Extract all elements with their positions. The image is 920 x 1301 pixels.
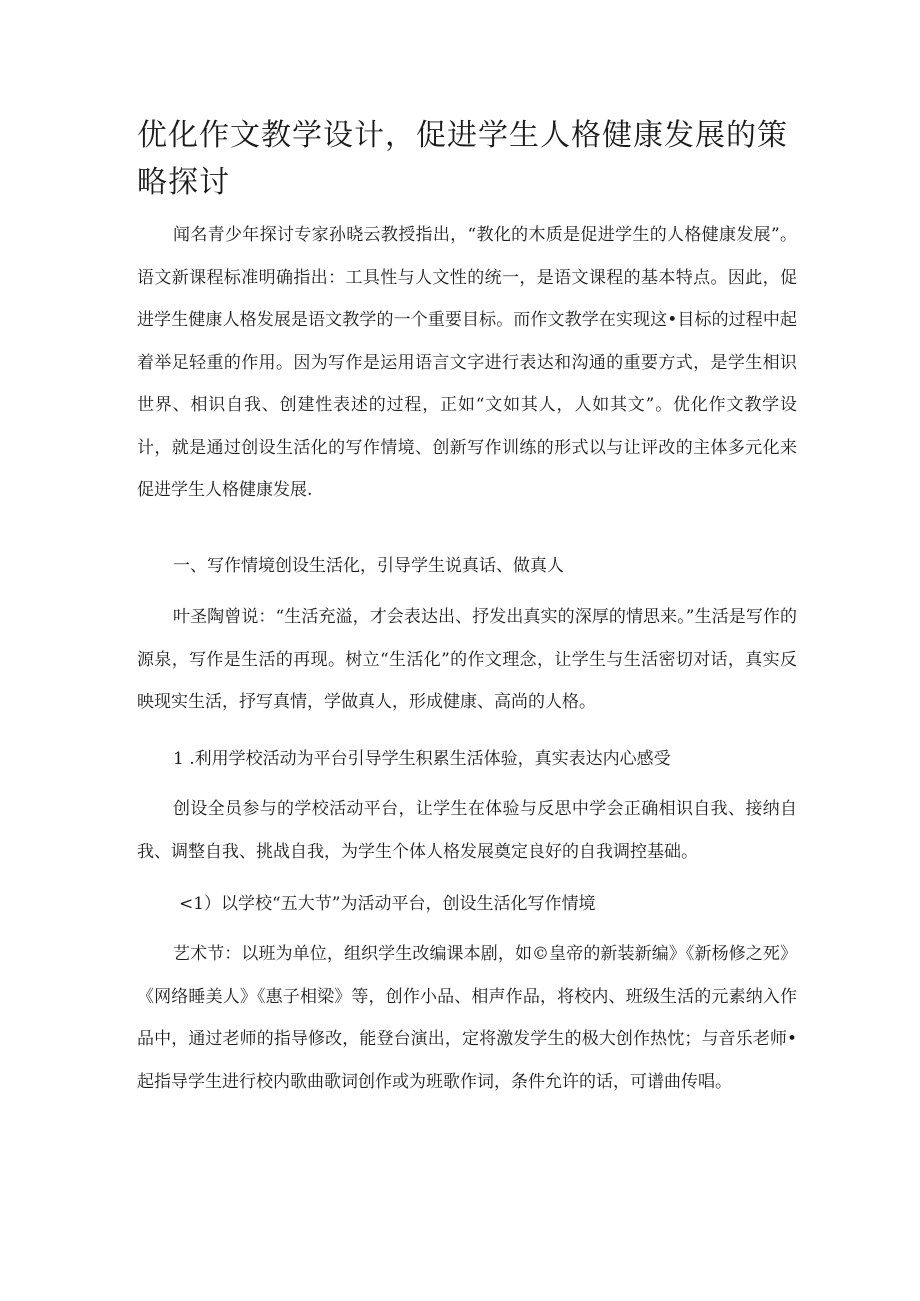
section-1-paragraph: 叶圣陶曾说：“生活充溢，才会表达出、抒发出真实的深厚的情思来。”生活是写作的源泉，写作是生活的再现。树立“生活化”的作文理念，让学生与生活密切对话，真实反映现实生活，抒写真情，学做真人，形成健康、高尚的人格。: [137, 607, 797, 712]
subsection-item-heading: <1）以学校“五大节”为活动平台，创设生活化写作情境: [179, 894, 596, 914]
intro-paragraph: 闻名青少年探讨专家孙晓云教授指出，“教化的木质是促进学生的人格健康发展”。语文新课程标准明确指出：工具性与人文性的统一，是语文课程的基本特点。因此，促进学生健康人格发展是语文教学的一个重要目标。而作文教学在实现这•目标的过程中起着举足轻重的作用。因为写作是运用语言文字进行表达和沟通的重要方式，是学生相识世界、相识自我、创建性表述的过程，正如“文如其人，人如其文”。优化作文教学设计，就是通过创设生活化的写作情境、创新写作训练的形式以与让评改的主体多元化来促进学生人格健康发展.: [137, 225, 797, 500]
document-title: 优化作文教学设计，促进学生人格健康发展的策略探讨: [137, 118, 788, 200]
subsection-heading-1: 1 .利用学校活动为平台引导学生积累生活体验，真实表达内心感受: [173, 749, 671, 769]
subsection-1-paragraph: 创设全员参与的学校活动平台，让学生在体验与反思中学会正确相识自我、接纳自我、调整自我、挑战自我，为学生个体人格发展奠定良好的自我调控基础。: [137, 799, 797, 862]
section-heading-1: 一、写作情境创设生活化，引导学生说真话、做真人: [173, 556, 564, 576]
art-festival-paragraph: 艺术节：以班为单位，组织学生改编课本剧，如©皇帝的新装新编》《新杨修之死》《网络睡美人》《惠子相梁》等，创作小品、相声作品，将校内、班级生活的元素纳入作品中，通过老师的指导修改，能登台演出，定将激发学生的极大创作热忱；与音乐老师•起指导学生进行校内歌曲歌词创作或为班歌作词，条件允许的话，可谱曲传唱。: [137, 944, 797, 1092]
